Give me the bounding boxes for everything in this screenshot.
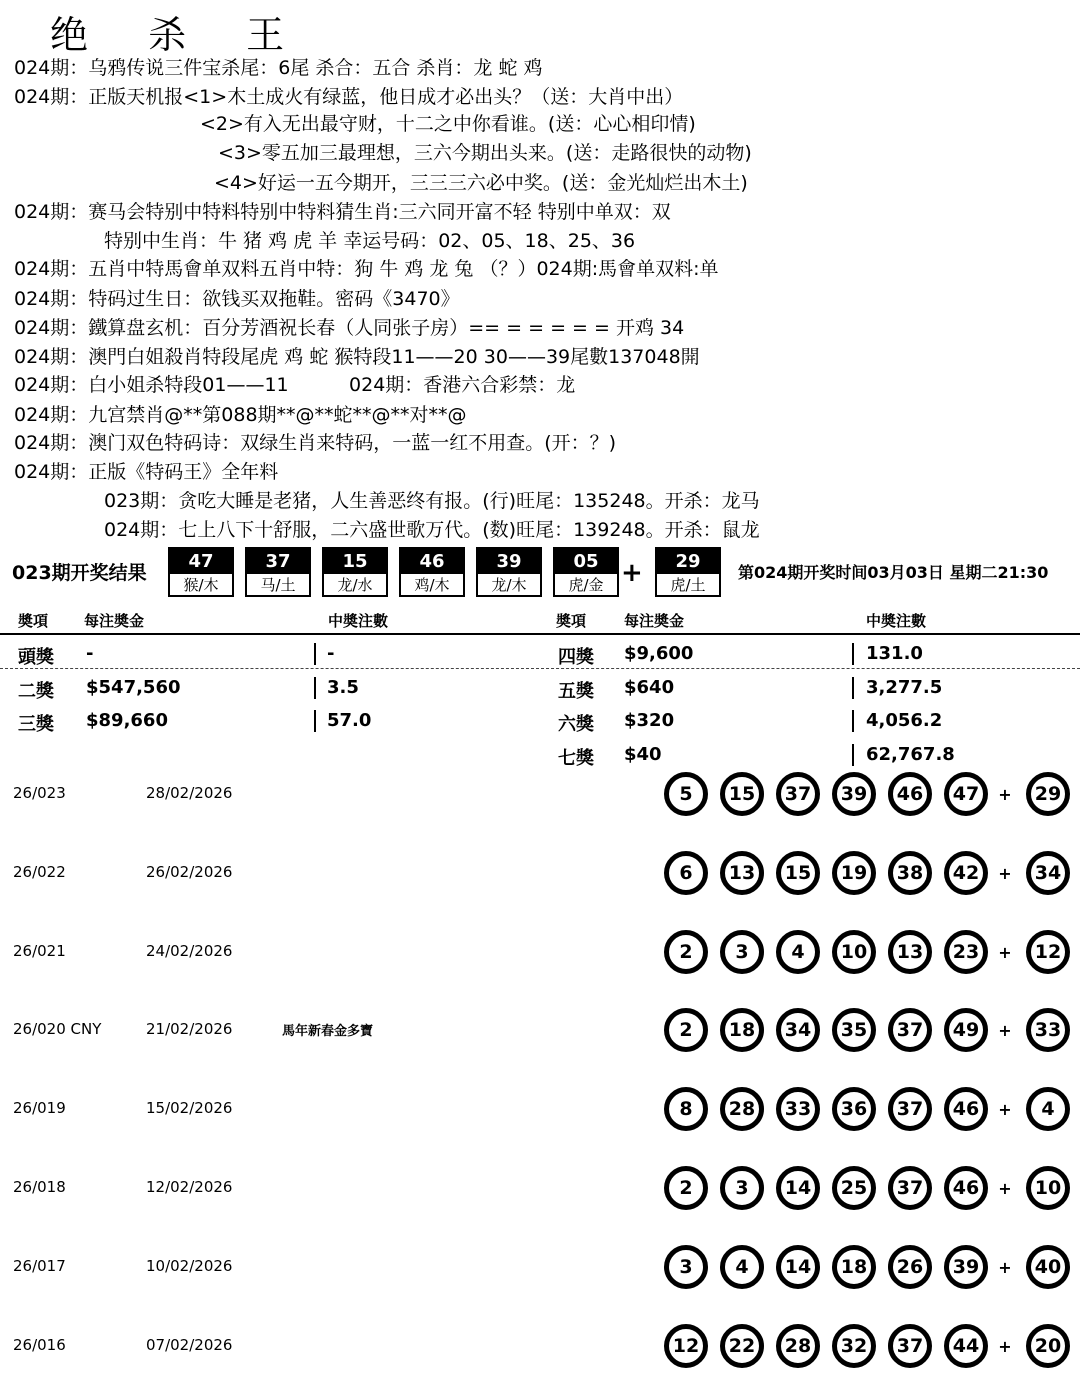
column-bar — [852, 744, 854, 766]
history-ball: 18 — [832, 1245, 876, 1289]
ball-zodiac: 龙/水 — [337, 576, 373, 594]
ball-number: 29 — [657, 549, 719, 574]
draw-date: 24/02/2026 — [146, 942, 233, 960]
draw-balls — [664, 1008, 1080, 1052]
draw-number: 26/021 — [13, 942, 66, 960]
prize-count: 4,056.2 — [866, 710, 943, 731]
draw-number: 26/023 — [13, 784, 66, 802]
history-ball: 35 — [832, 1008, 876, 1052]
column-bar — [852, 710, 854, 732]
draw-number: 26/022 — [13, 863, 66, 881]
history-row — [0, 1245, 1080, 1305]
forecast-line: 024期：乌鸦传说三件宝杀尾：6尾 杀合：五合 杀肖：龙 蛇 鸡 — [14, 57, 543, 79]
history-special-ball: 29 — [1026, 772, 1070, 816]
result-label: 023期开奖结果 — [12, 562, 147, 584]
prize-amount: - — [86, 643, 94, 664]
prize-header-item: 奬項 — [556, 612, 587, 630]
history-ball: 15 — [720, 772, 764, 816]
draw-balls — [664, 1166, 1080, 1210]
history-ball: 28 — [776, 1324, 820, 1368]
prize-name: 五獎 — [558, 681, 594, 702]
draw-note: 馬年新春金多寶 — [282, 1024, 374, 1039]
draw-number: 26/018 — [13, 1178, 66, 1196]
draw-number: 26/020 CNY — [13, 1020, 102, 1038]
history-ball: 26 — [888, 1245, 932, 1289]
history-ball: 2 — [664, 930, 708, 974]
history-ball: 36 — [832, 1087, 876, 1131]
forecast-line: 024期：澳门双色特码诗：双绿生肖来特码，一蓝一红不用查。(开：？) — [14, 432, 617, 454]
history-ball: 32 — [832, 1324, 876, 1368]
column-bar — [314, 677, 316, 699]
history-ball: 2 — [664, 1008, 708, 1052]
history-special-ball: 34 — [1026, 851, 1070, 895]
column-bar — [852, 677, 854, 699]
plus-sign: + — [998, 1178, 1012, 1198]
next-draw-time: 第024期开奖时间03月03日 星期二21:30 — [738, 563, 1049, 582]
plus-sign: + — [998, 1020, 1012, 1040]
ball-zodiac: 虎/金 — [568, 576, 604, 594]
plus-sign: + — [998, 1257, 1012, 1277]
draw-date: 15/02/2026 — [146, 1099, 233, 1117]
plus-sign: + — [621, 558, 643, 588]
draw-date: 07/02/2026 — [146, 1336, 233, 1354]
prize-count: 57.0 — [327, 710, 372, 731]
forecast-line: 024期：鐵算盘玄机：百分芳酒祝长春（人同张子房）== = = = = = 开鸡 34 — [14, 317, 685, 339]
row-divider — [0, 668, 1080, 669]
history-special-ball: 20 — [1026, 1324, 1070, 1368]
prize-name: 四獎 — [558, 647, 594, 668]
result-ball — [168, 547, 234, 597]
history-ball: 46 — [944, 1166, 988, 1210]
prize-amount: $89,660 — [86, 710, 168, 731]
history-ball: 49 — [944, 1008, 988, 1052]
column-bar — [314, 643, 316, 665]
result-ball — [399, 547, 465, 597]
history-ball: 39 — [944, 1245, 988, 1289]
prize-header-amount: 每注奬金 — [624, 612, 685, 630]
prize-count: 131.0 — [866, 643, 923, 664]
history-row — [0, 1166, 1080, 1226]
prize-header-count: 中奬注數 — [866, 612, 927, 630]
prize-name: 頭獎 — [18, 647, 54, 668]
history-ball: 14 — [776, 1166, 820, 1210]
history-ball: 42 — [944, 851, 988, 895]
draw-balls — [664, 1087, 1080, 1131]
draw-balls — [664, 930, 1080, 974]
plus-sign: + — [998, 863, 1012, 883]
history-row — [0, 1008, 1080, 1068]
draw-balls — [664, 1324, 1080, 1368]
prize-amount: $320 — [624, 710, 675, 731]
column-bar — [852, 643, 854, 665]
history-ball: 10 — [832, 930, 876, 974]
ball-number: 05 — [555, 549, 617, 574]
forecast-line: 024期：澳門白姐殺肖特段尾虎 鸡 蛇 猴特段11——20 30——39尾數137048開 — [14, 346, 700, 368]
history-special-ball: 12 — [1026, 930, 1070, 974]
draw-balls — [664, 1245, 1080, 1289]
draw-number: 26/017 — [13, 1257, 66, 1275]
history-ball: 28 — [720, 1087, 764, 1131]
history-ball: 39 — [832, 772, 876, 816]
draw-balls — [664, 851, 1080, 895]
history-ball: 23 — [944, 930, 988, 974]
result-ball — [553, 547, 619, 597]
result-ball — [322, 547, 388, 597]
history-ball: 3 — [720, 930, 764, 974]
ball-zodiac: 龙/木 — [491, 576, 527, 594]
table-divider — [0, 633, 1080, 635]
ball-number: 47 — [170, 549, 232, 574]
prize-count: 62,767.8 — [866, 744, 955, 765]
forecast-line: 024期：正版《特码王》全年料 — [14, 461, 279, 483]
history-row — [0, 851, 1080, 911]
plus-sign: + — [998, 942, 1012, 962]
history-ball: 47 — [944, 772, 988, 816]
draw-balls — [664, 772, 1080, 816]
draw-date: 26/02/2026 — [146, 863, 233, 881]
history-ball: 38 — [888, 851, 932, 895]
prize-amount: $40 — [624, 744, 662, 765]
forecast-line: 024期：赛马会特别中特料特别中特料猜生肖:三六同开富不轻 特别中单双：双 — [14, 201, 671, 223]
history-special-ball: 33 — [1026, 1008, 1070, 1052]
column-bar — [314, 710, 316, 732]
history-ball: 13 — [888, 930, 932, 974]
history-ball: 12 — [664, 1324, 708, 1368]
prize-count: 3.5 — [327, 677, 359, 698]
history-ball: 46 — [888, 772, 932, 816]
prize-name: 三獎 — [18, 714, 54, 735]
prize-name: 六獎 — [558, 714, 594, 735]
ball-zodiac: 马/土 — [260, 576, 296, 594]
history-row — [0, 1324, 1080, 1384]
ball-number: 46 — [401, 549, 463, 574]
ball-zodiac: 鸡/木 — [414, 576, 450, 594]
forecast-line: <2>有入无出最守财，十二之中你看谁。(送：心心相印情) — [200, 113, 696, 135]
history-ball: 46 — [944, 1087, 988, 1131]
forecast-line: 特别中生肖：牛 猪 鸡 虎 羊 幸运号码：02、05、18、25、36 — [104, 230, 636, 252]
history-ball: 4 — [720, 1245, 764, 1289]
history-ball: 3 — [664, 1245, 708, 1289]
history-ball: 13 — [720, 851, 764, 895]
forecast-line: <3>零五加三最理想，三六今期出头来。(送：走路很快的动物) — [218, 142, 752, 164]
history-ball: 37 — [888, 1087, 932, 1131]
forecast-line: 024期：特码过生日：欲钱买双拖鞋。密码《3470》 — [14, 288, 460, 310]
result-ball — [245, 547, 311, 597]
prize-header-count: 中奬注數 — [328, 612, 389, 630]
ball-zodiac: 虎/土 — [670, 576, 706, 594]
history-ball: 14 — [776, 1245, 820, 1289]
prize-name: 七獎 — [558, 748, 594, 769]
history-special-ball: 4 — [1026, 1087, 1070, 1131]
history-ball: 15 — [776, 851, 820, 895]
draw-number: 26/016 — [13, 1336, 66, 1354]
history-ball: 25 — [832, 1166, 876, 1210]
draw-number: 26/019 — [13, 1099, 66, 1117]
forecast-line: 024期：五肖中特馬會单双料五肖中特：狗 牛 鸡 龙 兔 （？）024期:馬會单双料:单 — [14, 258, 719, 280]
history-ball: 37 — [888, 1166, 932, 1210]
history-ball: 5 — [664, 772, 708, 816]
forecast-line: 024期：七上八下十舒服，二六盛世歌万代。(数)旺尾：139248。开杀：鼠龙 — [104, 519, 760, 541]
history-ball: 33 — [776, 1087, 820, 1131]
forecast-line: 024期：白小姐杀特段01——11 024期：香港六合彩禁：龙 — [14, 374, 576, 396]
prize-header-item: 奬項 — [18, 612, 49, 630]
history-ball: 8 — [664, 1087, 708, 1131]
forecast-line: 024期：正版天机报<1>木土成火有绿蓝，他日成才必出头？（送：大肖中出） — [14, 86, 684, 108]
result-ball — [476, 547, 542, 597]
history-special-ball: 10 — [1026, 1166, 1070, 1210]
history-ball: 37 — [888, 1324, 932, 1368]
history-ball: 4 — [776, 930, 820, 974]
history-row — [0, 772, 1080, 832]
history-ball: 34 — [776, 1008, 820, 1052]
prize-amount: $640 — [624, 677, 675, 698]
history-ball: 19 — [832, 851, 876, 895]
history-ball: 6 — [664, 851, 708, 895]
draw-date: 12/02/2026 — [146, 1178, 233, 1196]
history-ball: 2 — [664, 1166, 708, 1210]
forecast-line: 023期：贪吃大睡是老猪，人生善恶终有报。(行)旺尾：135248。开杀：龙马 — [104, 490, 760, 512]
draw-date: 28/02/2026 — [146, 784, 233, 802]
draw-date: 21/02/2026 — [146, 1020, 233, 1038]
ball-number: 15 — [324, 549, 386, 574]
ball-number: 37 — [247, 549, 309, 574]
history-ball: 44 — [944, 1324, 988, 1368]
history-special-ball: 40 — [1026, 1245, 1070, 1289]
history-ball: 37 — [888, 1008, 932, 1052]
prize-count: - — [327, 643, 335, 664]
prize-amount: $547,560 — [86, 677, 181, 698]
prize-header-amount: 每注奬金 — [84, 612, 145, 630]
ball-zodiac: 猴/木 — [183, 576, 219, 594]
prize-count: 3,277.5 — [866, 677, 943, 698]
special-ball — [655, 547, 721, 597]
plus-sign: + — [998, 1099, 1012, 1119]
plus-sign: + — [998, 784, 1012, 804]
prize-amount: $9,600 — [624, 643, 694, 664]
history-ball: 3 — [720, 1166, 764, 1210]
history-ball: 18 — [720, 1008, 764, 1052]
page-title: 绝 杀 王 — [50, 13, 309, 57]
draw-date: 10/02/2026 — [146, 1257, 233, 1275]
ball-number: 39 — [478, 549, 540, 574]
history-ball: 22 — [720, 1324, 764, 1368]
forecast-line: 024期：九宫禁肖@**第088期**@**蛇**@**对**@ — [14, 404, 467, 426]
history-row — [0, 930, 1080, 990]
history-row — [0, 1087, 1080, 1147]
prize-name: 二獎 — [18, 681, 54, 702]
forecast-line: <4>好运一五今期开，三三三六必中奖。(送：金光灿烂出木土) — [214, 172, 748, 194]
plus-sign: + — [998, 1336, 1012, 1356]
history-ball: 37 — [776, 772, 820, 816]
